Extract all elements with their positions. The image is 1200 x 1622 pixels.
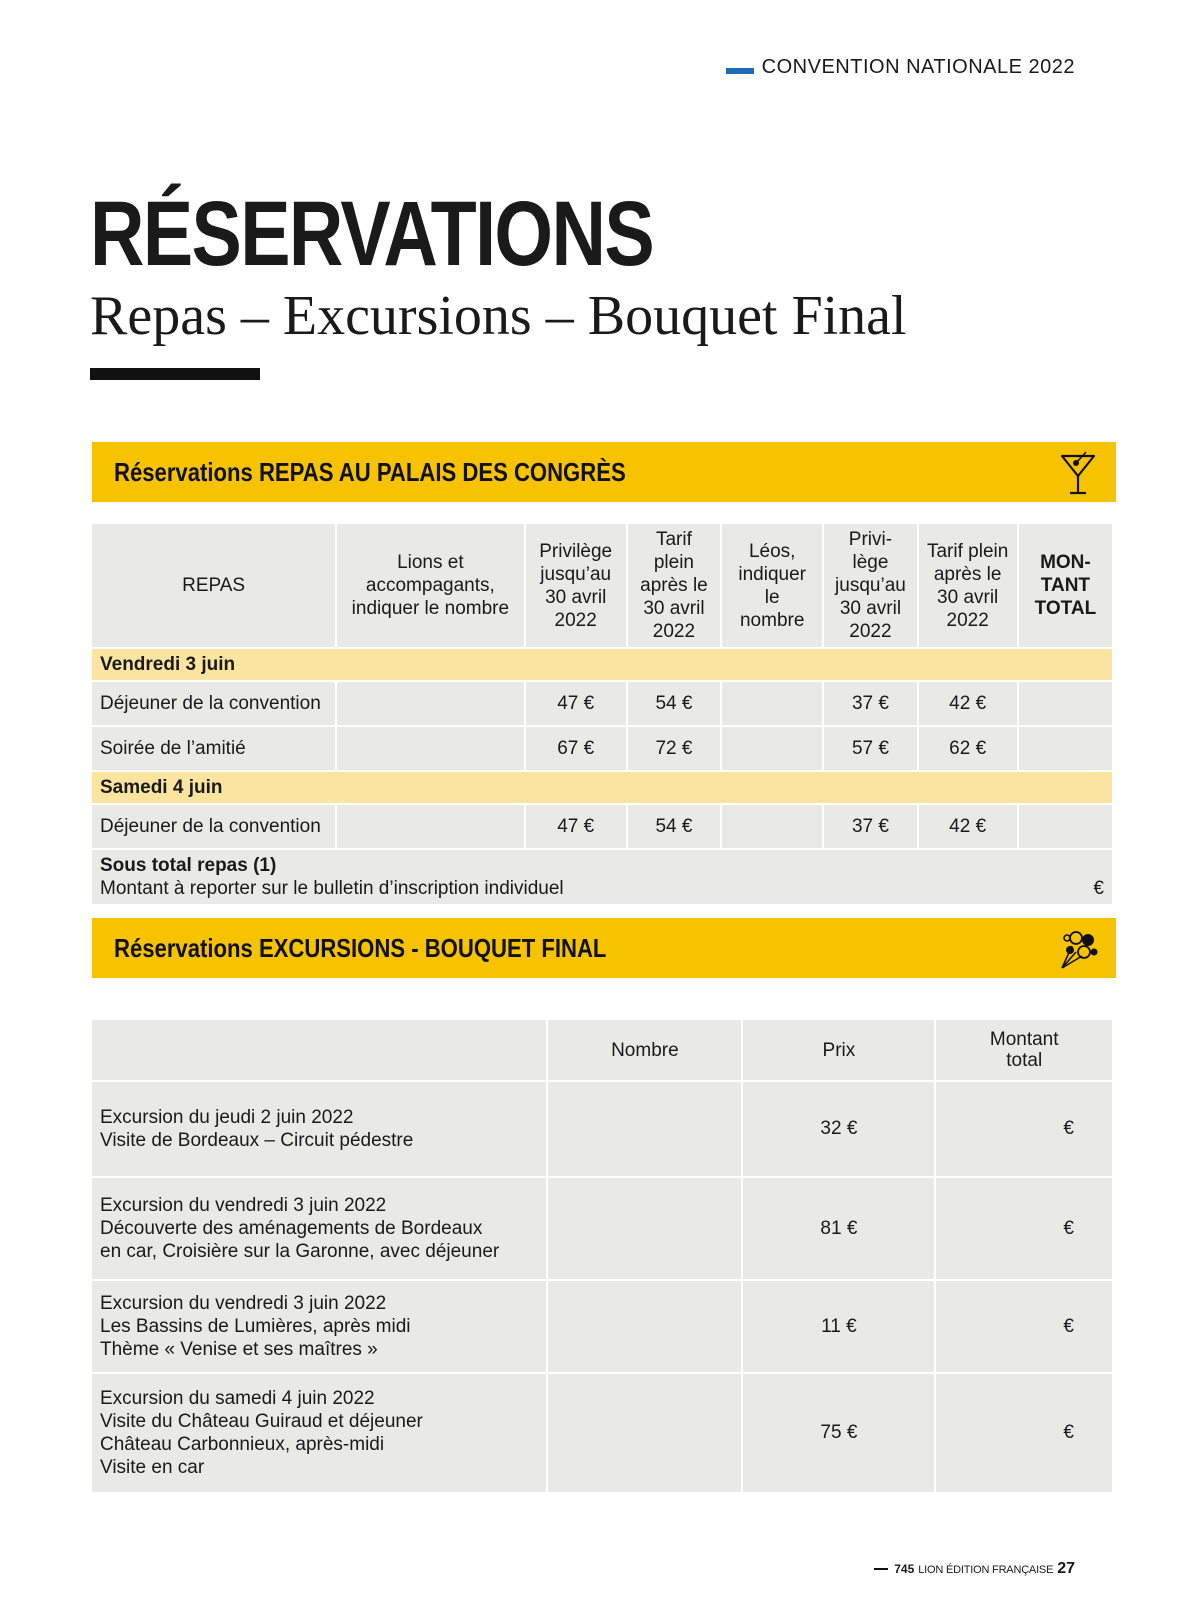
cocktail-glass-icon [1056, 450, 1100, 496]
col-header-leos: Léos, indiquer le nombre [722, 524, 822, 647]
col-header-privilege-leos: Privi- lège jusqu’au 30 avril 2022 [824, 524, 916, 647]
leos-count-field[interactable] [722, 682, 822, 725]
meals-banner [92, 442, 1116, 502]
subtotal-row [92, 850, 1112, 904]
price-tarif-plein-leos: 62 € [919, 727, 1017, 770]
total-amount-field[interactable] [1019, 727, 1112, 770]
meal-label: Déjeuner de la convention [92, 682, 335, 725]
excursion-description: Excursion du vendredi 3 juin 2022 Les Bassins de Lumières, après midi Thème « Venise et ses maîtres » [92, 1281, 546, 1372]
issue-number: 745 [894, 1562, 915, 1576]
day-label: Samedi 4 juin [92, 772, 1112, 803]
total-amount-field[interactable] [1019, 805, 1112, 848]
running-title: CONVENTION NATIONALE 2022 [761, 56, 1075, 78]
price-tarif-plein-leos: 42 € [919, 805, 1017, 848]
subtotal-cell[interactable] [92, 850, 1112, 904]
excursion-count-field[interactable] [548, 1374, 741, 1492]
folio-dash [874, 1568, 888, 1570]
price-tarif-plein-leos: 42 € [919, 682, 1017, 725]
excursion-price: 81 € [743, 1178, 934, 1279]
price-tarif-plein: 54 € [628, 682, 720, 725]
table-row [92, 682, 1112, 725]
magazine-name: LION ÉDITION FRANÇAISE [918, 1564, 1054, 1576]
meal-label: Soirée de l’amitié [92, 727, 335, 770]
page-subtitle: Repas – Excursions – Bouquet Final [90, 285, 907, 347]
table-row [92, 727, 1112, 770]
subtotal-label: Sous total repas (1) [100, 855, 277, 876]
col-header-tarif-plein: Tarif plein après le 30 avril 2022 [628, 524, 720, 647]
excursion-price: 75 € [743, 1374, 934, 1492]
table-row [92, 805, 1112, 848]
table-row [92, 1082, 1112, 1176]
col-header-montant-total: MON- TANT TOTAL [1019, 524, 1112, 647]
excursion-price: 32 € [743, 1082, 934, 1176]
meals-banner-title: Réservations REPAS AU PALAIS DES CONGRÈS [114, 456, 626, 487]
lions-count-field[interactable] [337, 682, 523, 725]
price-privilege-leos: 37 € [824, 682, 916, 725]
price-privilege: 67 € [526, 727, 626, 770]
lions-count-field[interactable] [337, 727, 523, 770]
excursion-description: Excursion du samedi 4 juin 2022 Visite du Château Guiraud et déjeuner Château Carbonnieux, après-midi Visite en car [92, 1374, 546, 1492]
lions-count-field[interactable] [337, 805, 523, 848]
price-privilege-leos: 57 € [824, 727, 916, 770]
price-tarif-plein: 54 € [628, 805, 720, 848]
col-header-montant-total: Montant total [936, 1020, 1112, 1080]
title-underline [90, 368, 260, 380]
excursion-count-field[interactable] [548, 1178, 741, 1279]
price-privilege: 47 € [526, 682, 626, 725]
excursion-description: Excursion du vendredi 3 juin 2022 Découverte des aménagements de Bordeaux en car, Croisière sur la Garonne, avec déjeuner [92, 1178, 546, 1279]
col-header-lions: Lions et accompagants, indiquer le nombre [337, 524, 523, 647]
total-amount-field[interactable] [1019, 682, 1112, 725]
price-privilege: 47 € [526, 805, 626, 848]
flower-bouquet-icon [1056, 926, 1100, 972]
header-accent-bar [726, 68, 754, 74]
excursion-count-field[interactable] [548, 1281, 741, 1372]
page-number: 27 [1057, 1560, 1075, 1577]
excursions-banner-title: Réservations EXCURSIONS - BOUQUET FINAL [114, 932, 607, 963]
col-header-nombre: Nombre [548, 1020, 741, 1080]
leos-count-field[interactable] [722, 805, 822, 848]
excursion-total-field[interactable]: € [936, 1082, 1112, 1176]
excursion-total-field[interactable]: € [936, 1374, 1112, 1492]
day-row [92, 772, 1112, 803]
meals-table [90, 522, 1114, 906]
excursion-count-field[interactable] [548, 1082, 741, 1176]
price-tarif-plein: 72 € [628, 727, 720, 770]
table-row [92, 1178, 1112, 1279]
table-row [92, 1281, 1112, 1372]
excursion-total-field[interactable]: € [936, 1281, 1112, 1372]
page-folio [874, 1560, 1075, 1578]
day-label: Vendredi 3 juin [92, 649, 1112, 680]
leos-count-field[interactable] [722, 727, 822, 770]
excursion-total-field[interactable]: € [936, 1178, 1112, 1279]
day-row [92, 649, 1112, 680]
col-header-excursion [92, 1020, 546, 1080]
meals-header-row [92, 524, 1112, 647]
meal-label: Déjeuner de la convention [92, 805, 335, 848]
excursion-description: Excursion du jeudi 2 juin 2022 Visite de Bordeaux – Circuit pédestre [92, 1082, 546, 1176]
col-header-repas: REPAS [92, 524, 335, 647]
table-row [92, 1374, 1112, 1492]
col-header-prix: Prix [743, 1020, 934, 1080]
page-title: RÉSERVATIONS [90, 183, 653, 285]
col-header-tarif-plein-leos: Tarif plein après le 30 avril 2022 [919, 524, 1017, 647]
excursion-price: 11 € [743, 1281, 934, 1372]
col-header-privilege: Privilège jusqu’au 30 avril 2022 [526, 524, 626, 647]
excursions-header-row [92, 1020, 1112, 1080]
subtotal-note: Montant à reporter sur le bulletin d’inscription individuel [100, 878, 564, 899]
excursions-banner [92, 918, 1116, 978]
subtotal-currency: € [1093, 878, 1104, 899]
price-privilege-leos: 37 € [824, 805, 916, 848]
excursions-table [90, 1018, 1114, 1494]
running-header [726, 56, 1075, 79]
